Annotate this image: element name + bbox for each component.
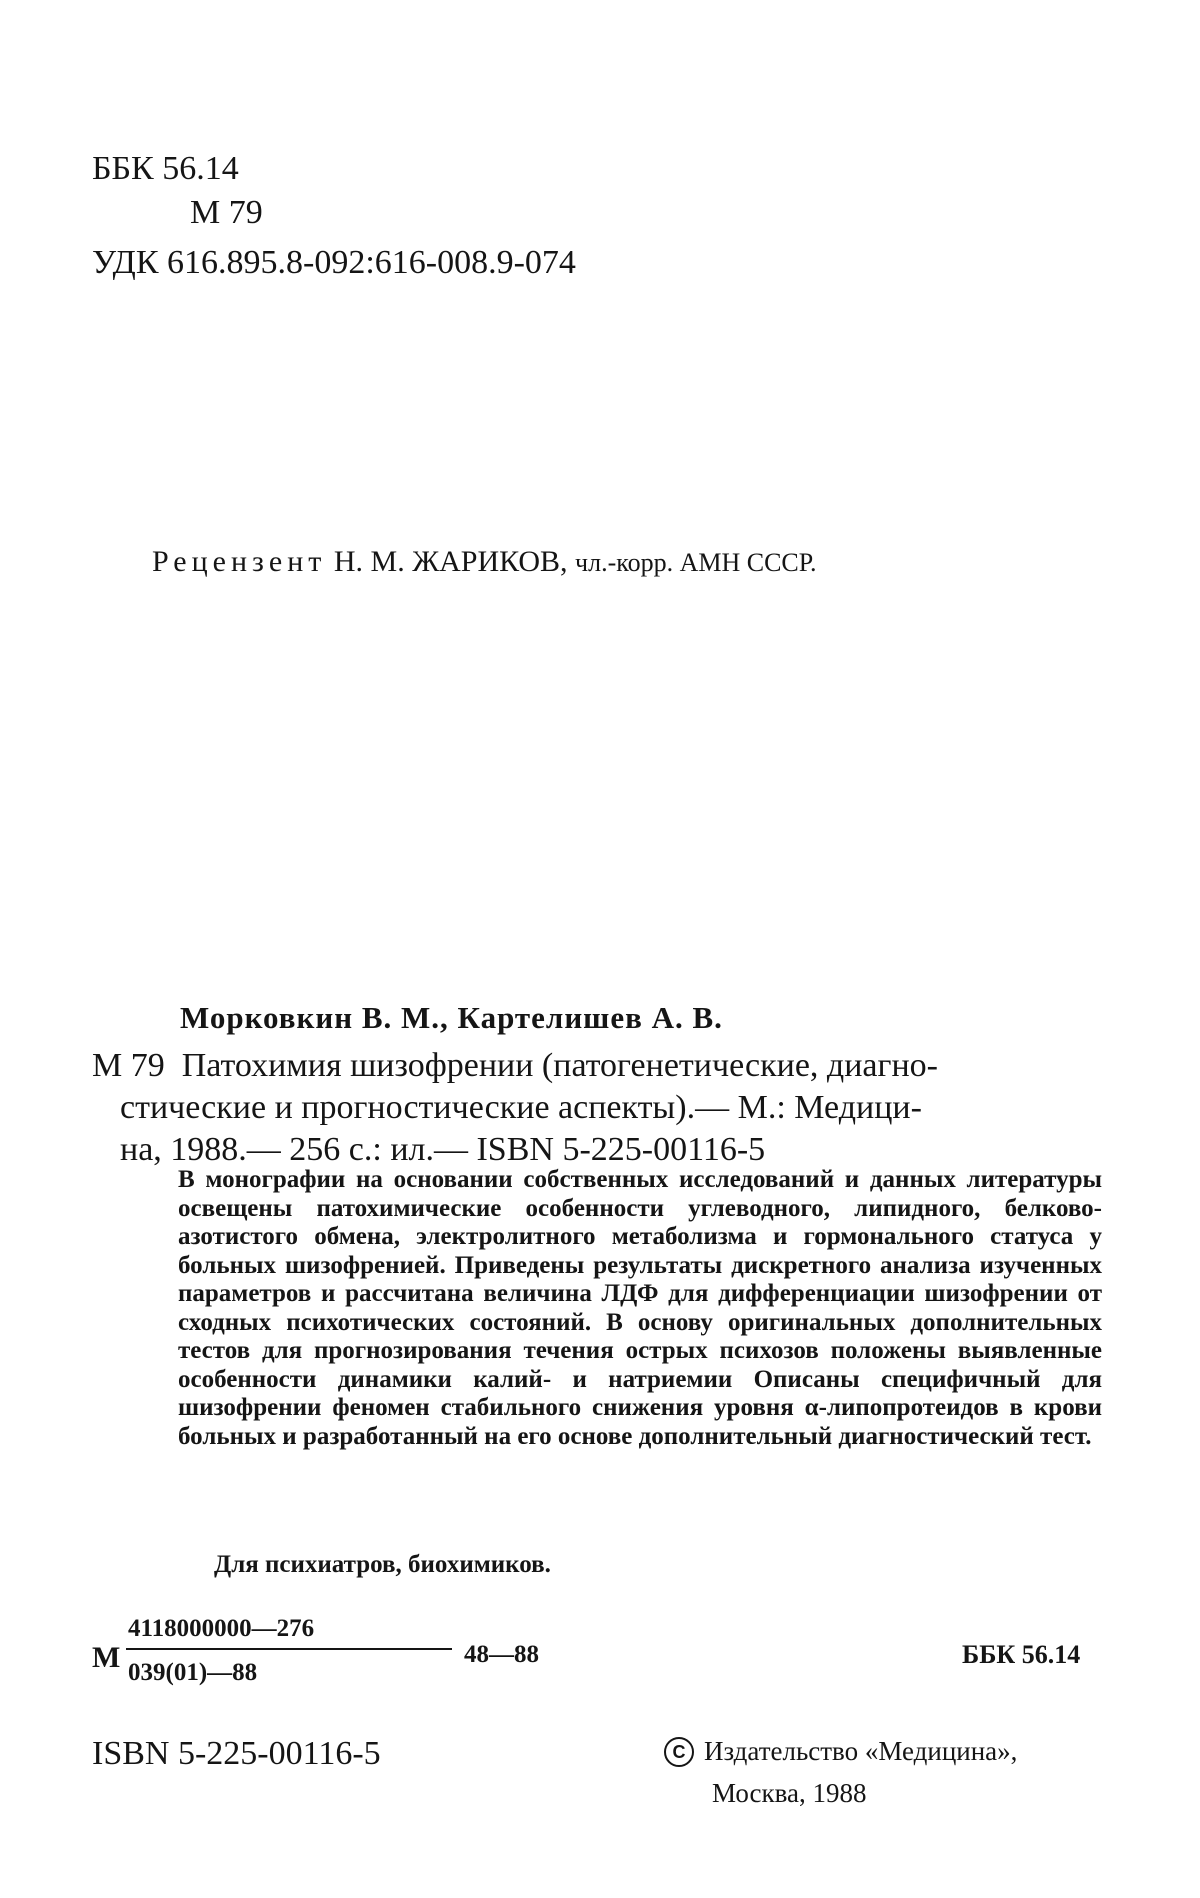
bbk-code: ББК 56.14 [92, 150, 239, 187]
entry-title-start: Патохимия шизофрении (патогенетические, диагно- [181, 1047, 938, 1084]
bbk-code-bottom: ББК 56.14 [962, 1640, 1081, 1669]
entry-line-2: стические и прогностические аспекты).— М.: Медици- [120, 1089, 922, 1126]
index-denominator: 039(01)—88 [128, 1659, 258, 1686]
bibliographic-entry [92, 1045, 1102, 1171]
reviewer-line [152, 545, 816, 579]
publisher-name: Издательство «Медицина», [704, 1736, 1018, 1766]
audience-note: Для психиатров, биохимиков. [214, 1551, 551, 1578]
udk-code: УДК 616.895.8-092:616-008.9-074 [92, 244, 576, 281]
entry-mark: М 79 [92, 1047, 165, 1084]
reviewer-label: Рецензент [152, 545, 327, 578]
publishing-index [92, 1615, 539, 1705]
reviewer-title: чл.-корр. АМН СССР. [575, 548, 817, 577]
annotation-text: В монографии на основании собственных исследований и данных литературы освещены патохимические особенности углеводного, липидного, белково-азотистого обмена, электролитного метаболизма и гормонального статуса у больных шизофренией. Приведены результаты дискретного анализа изученных параметров и рассчитана величина ЛДФ для дифференциации шизофрении от сходных психотических состояний. В основу оригинальных дополнительных тестов для прогнозирования течения острых психозов положены выявленные особенности динамики калий- и натриемии Описаны специфичный для шизофрении феномен стабильного снижения уровня α-липопротеидов в крови больных и разработанный на его основе дополнительный диагностический тест. [178, 1166, 1102, 1450]
authors-heading: Морковкин В. М., Картелишев А. В. [180, 1000, 723, 1035]
copyright-block [664, 1730, 1017, 1814]
reviewer-name: Н. М. ЖАРИКОВ, [333, 545, 568, 578]
index-numerator: 4118000000—276 [128, 1615, 315, 1642]
annotation [178, 1166, 1102, 1451]
index-letter: М [92, 1641, 121, 1674]
entry-line-3: на, 1988.— 256 с.: ил.— ISBN 5-225-00116-5 [120, 1131, 766, 1168]
entry-line-1 [92, 1045, 1102, 1087]
index-tail: 48—88 [464, 1641, 539, 1668]
author-mark: М 79 [190, 194, 263, 231]
copyright-icon: С [664, 1737, 694, 1767]
fraction-bar [126, 1648, 452, 1650]
publisher-place-year: Москва, 1988 [712, 1778, 867, 1808]
isbn: ISBN 5-225-00116-5 [92, 1735, 381, 1772]
